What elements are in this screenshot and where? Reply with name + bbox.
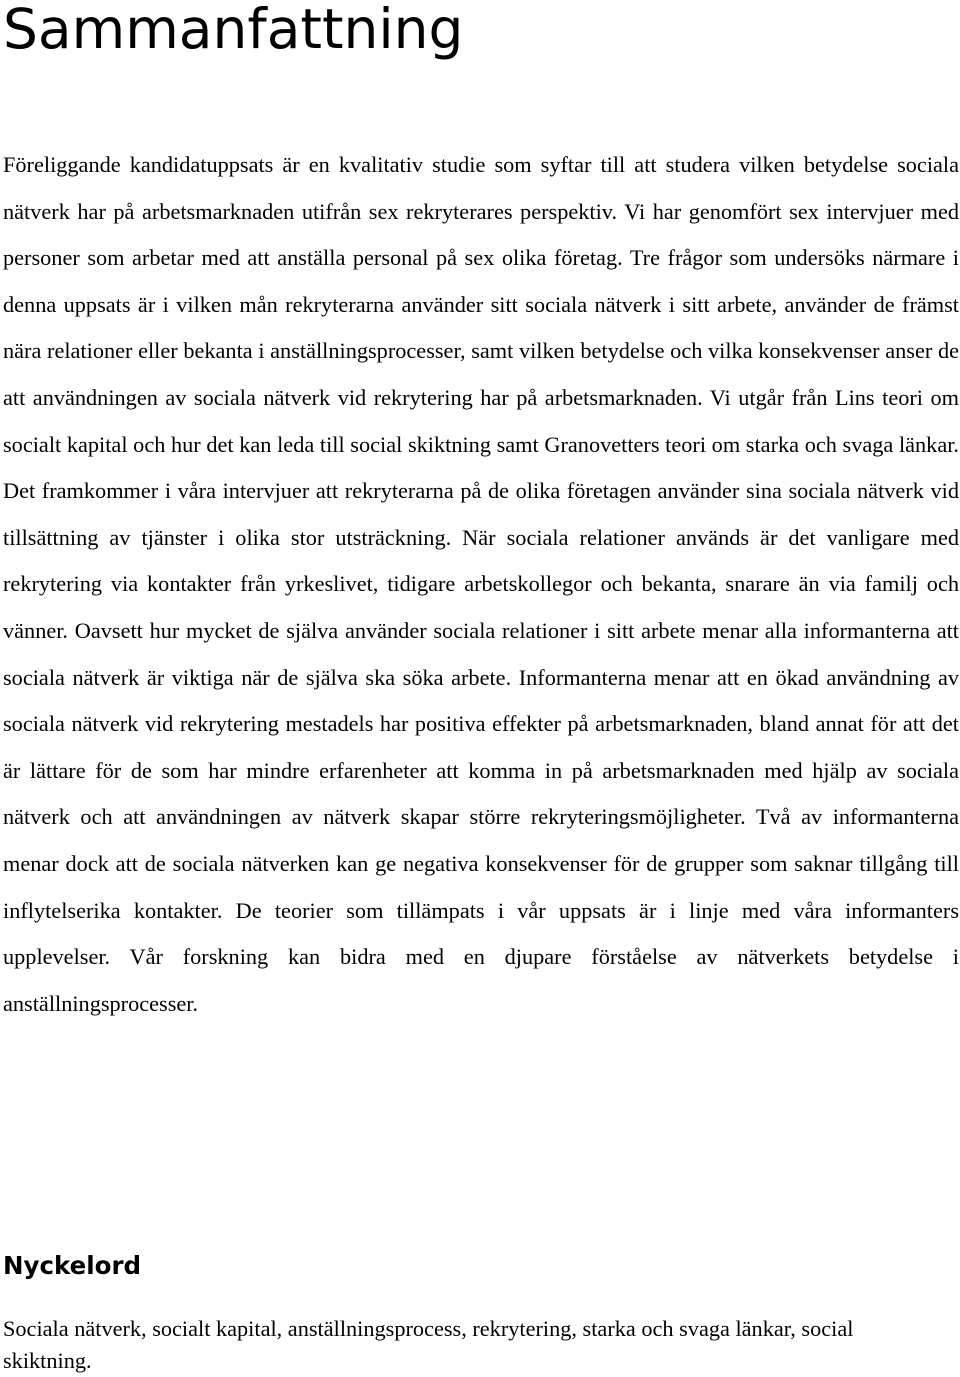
keywords-heading: Nyckelord <box>3 1251 142 1280</box>
abstract-paragraph: Föreliggande kandidatuppsats är en kvalitativ studie som syftar till att studera vilken betydelse sociala nätverk har på arbetsmarknaden utifrån sex rekryterares perspektiv. Vi har genomfört sex intervjuer med personer som arbetar med att anställa personal på sex olika företag. Tre frågor som undersöks närmare i denna uppsats är i vilken mån rekryterarna använder sitt sociala nätverk i sitt arbete, använder de främst nära relationer eller bekanta i anställningsprocesser, samt vilken betydelse och vilka konsekvenser anser de att användningen av sociala nätverk vid rekrytering har på arbetsmarknaden. Vi utgår från Lins teori om socialt kapital och hur det kan leda till social skiktning samt Granovetters teori om starka och svaga länkar. Det framkommer i våra intervjuer att rekryterarna på de olika företagen använder sina sociala nätverk vid tillsättning av tjänster i olika stor utsträckning. När sociala relationer används är det vanligare med rekrytering via kontakter från yrkeslivet, tidigare arbetskollegor och bekanta, snarare än via familj och vänner. Oavsett hur mycket de själva använder sociala relationer i sitt arbete menar alla informanterna att sociala nätverk är viktiga när de själva ska söka arbete. Informanterna menar att en ökad användning av sociala nätverk vid rekrytering mestadels har positiva effekter på arbetsmarknaden, bland annat för att det är lättare för de som har mindre erfarenheter att komma in på arbetsmarknaden med hjälp av sociala nätverk och att användningen av nätverk skapar större rekryteringsmöjligheter. Två av informanterna menar dock att de sociala nätverken kan ge negativa konsekvenser för de grupper som saknar tillgång till inflytelserika kontakter. De teorier som tillämpats i vår uppsats är i linje med våra informanters upplevelser. Vår forskning kan bidra med en djupare förståelse av nätverkets betydelse i anställningsprocesser. <box>3 152 959 1016</box>
keywords-text: Sociala nätverk, socialt kapital, anställningsprocess, rekrytering, starka och svaga länkar, social skiktning. <box>3 1316 854 1373</box>
page-title: Sammanfattning <box>3 0 464 61</box>
